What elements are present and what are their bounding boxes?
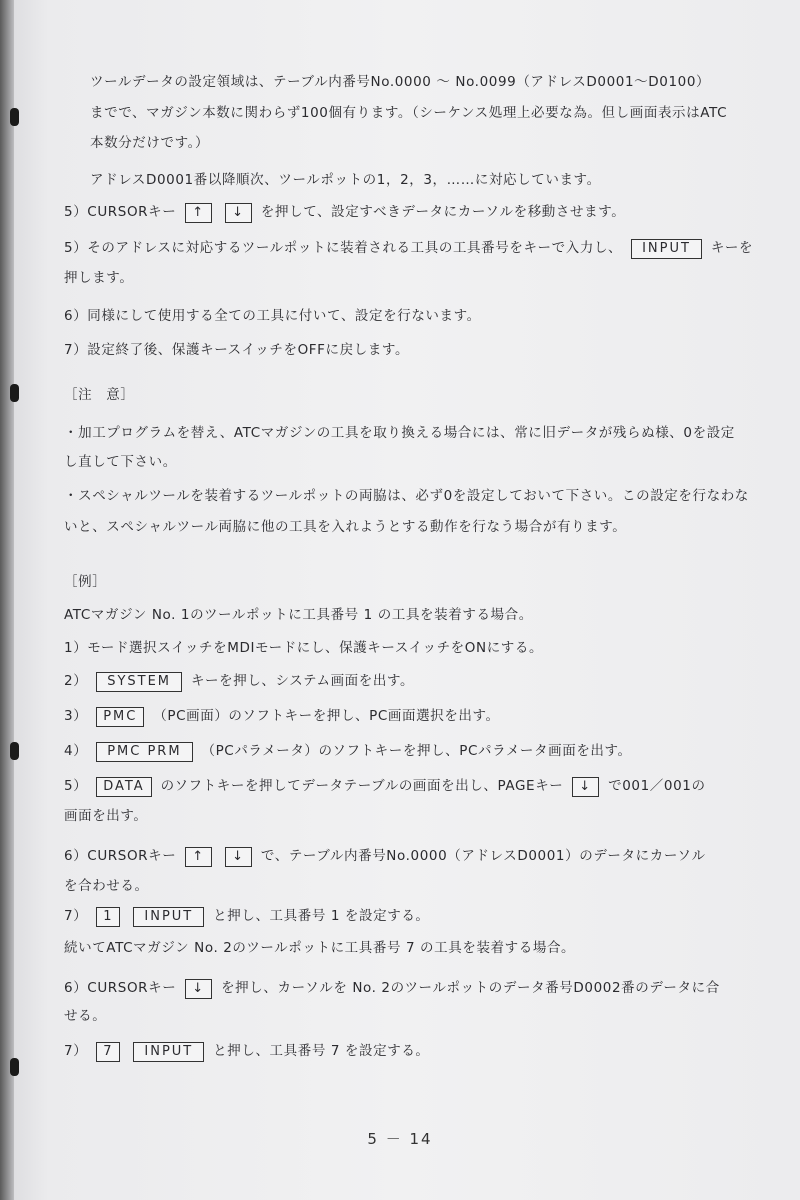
page-down-key: ↓ <box>572 777 599 797</box>
text-line: 画面を出す。 <box>64 808 148 824</box>
pmc-softkey: PMC <box>96 707 144 727</box>
cursor-up-key: ↑ <box>185 203 212 223</box>
step-line <box>64 846 768 867</box>
step-line <box>64 202 768 223</box>
input-key: INPUT <box>133 1042 204 1062</box>
text-line: 続いてATCマガジン No. 2のツールポットに工具番号 7 の工具を装着する場合。 <box>64 940 576 956</box>
step-text: 2） <box>64 673 88 689</box>
text-line: ・加工プログラムを替え、ATCマガジンの工具を取り換える場合には、常に旧データが残らぬ様、0を設定 <box>64 425 735 441</box>
cursor-down-key: ↓ <box>185 979 212 999</box>
step-line <box>64 706 768 727</box>
step-text: キーを <box>710 240 754 256</box>
text-line: 1）モード選択スイッチをMDIモードにし、保護キースイッチをONにする。 <box>64 640 544 656</box>
step-line <box>64 776 768 797</box>
text-line: 6）同様にして使用する全ての工具に付いて、設定を行ないます。 <box>64 308 481 324</box>
page-edge <box>0 0 14 1200</box>
step-text: と押し、工具番号 1 を設定する。 <box>213 908 430 924</box>
step-line <box>64 906 768 927</box>
text-line: し直して下さい。 <box>64 454 177 470</box>
binding-hole <box>10 384 19 402</box>
input-key: INPUT <box>631 239 702 259</box>
cursor-down-key: ↓ <box>225 203 252 223</box>
step-text: （PC画面）のソフトキーを押し、PC画面選択を出す。 <box>153 708 500 724</box>
page-number: 5 － 14 <box>367 1130 433 1148</box>
text-line: いと、スペシャルツール両脇に他の工具を入れようとする動作を行なう場合が有ります。 <box>64 519 627 535</box>
step-text: で001／001の <box>608 778 706 794</box>
step-line <box>64 1041 768 1062</box>
text-line: ツールデータの設定領域は、テーブル内番号No.0000 〜 No.0099（アドレスD0001〜D0100） <box>90 74 711 90</box>
text-line: 押します。 <box>64 270 134 286</box>
step-text: で、テーブル内番号No.0000（アドレスD0001）のデータにカーソル <box>260 848 706 864</box>
step-text: キーを押し、システム画面を出す。 <box>190 673 415 689</box>
step-text: 5） <box>64 778 88 794</box>
step-text: と押し、工具番号 7 を設定する。 <box>213 1043 430 1059</box>
text-line: せる。 <box>64 1008 107 1024</box>
binding-hole <box>10 108 19 126</box>
note-heading: ［注 意］ <box>64 387 135 403</box>
cursor-up-key: ↑ <box>185 847 212 867</box>
step-text: 5）そのアドレスに対応するツールポットに装着される工具の工具番号をキーで入力し、 <box>64 240 623 256</box>
pmc-prm-softkey: PMC PRM <box>96 742 192 762</box>
step-line <box>64 978 768 999</box>
step-text: 6）CURSORキー <box>64 848 177 864</box>
step-text: 3） <box>64 708 88 724</box>
number-1-key: 1 <box>96 907 120 927</box>
step-text: 6）CURSORキー <box>64 980 177 996</box>
step-text: を押して、設定すべきデータにカーソルを移動させます。 <box>260 204 626 220</box>
text-line: アドレスD0001番以降順次、ツールポットの1，2，3，……に対応しています。 <box>90 172 601 188</box>
step-line <box>64 238 768 259</box>
text-line: 本数分だけです。） <box>90 135 210 151</box>
step-text: （PCパラメータ）のソフトキーを押し、PCパラメータ画面を出す。 <box>201 743 632 759</box>
number-7-key: 7 <box>96 1042 120 1062</box>
binding-hole <box>10 742 19 760</box>
cursor-down-key: ↓ <box>225 847 252 867</box>
step-text: 4） <box>64 743 88 759</box>
data-softkey: DATA <box>96 777 152 797</box>
text-line: ・スペシャルツールを装着するツールポットの両脇は、必ず0を設定しておいて下さい。この設定を行なわな <box>64 488 749 504</box>
step-text: のソフトキーを押してデータテーブルの画面を出し、PAGEキー <box>160 778 564 794</box>
step-line <box>64 741 768 762</box>
text-line: 7）設定終了後、保護キースイッチをOFFに戻します。 <box>64 342 410 358</box>
text-line: ATCマガジン No. 1のツールポットに工具番号 1 の工具を装着する場合。 <box>64 607 533 623</box>
binding-hole <box>10 1058 19 1076</box>
step-text: 7） <box>64 1043 88 1059</box>
system-key: SYSTEM <box>96 672 182 692</box>
step-text: を押し、カーソルを No. 2のツールポットのデータ番号D0002番のデータに合 <box>221 980 720 996</box>
step-text: 7） <box>64 908 88 924</box>
text-line: までで、マガジン本数に関わらず100個有ります。（シーケンス処理上必要な為。但し画面表示はATC <box>90 105 728 121</box>
input-key: INPUT <box>133 907 204 927</box>
text-line: を合わせる。 <box>64 878 149 894</box>
example-heading: ［例］ <box>64 574 107 590</box>
step-text: 5）CURSORキー <box>64 204 177 220</box>
step-line <box>64 671 768 692</box>
